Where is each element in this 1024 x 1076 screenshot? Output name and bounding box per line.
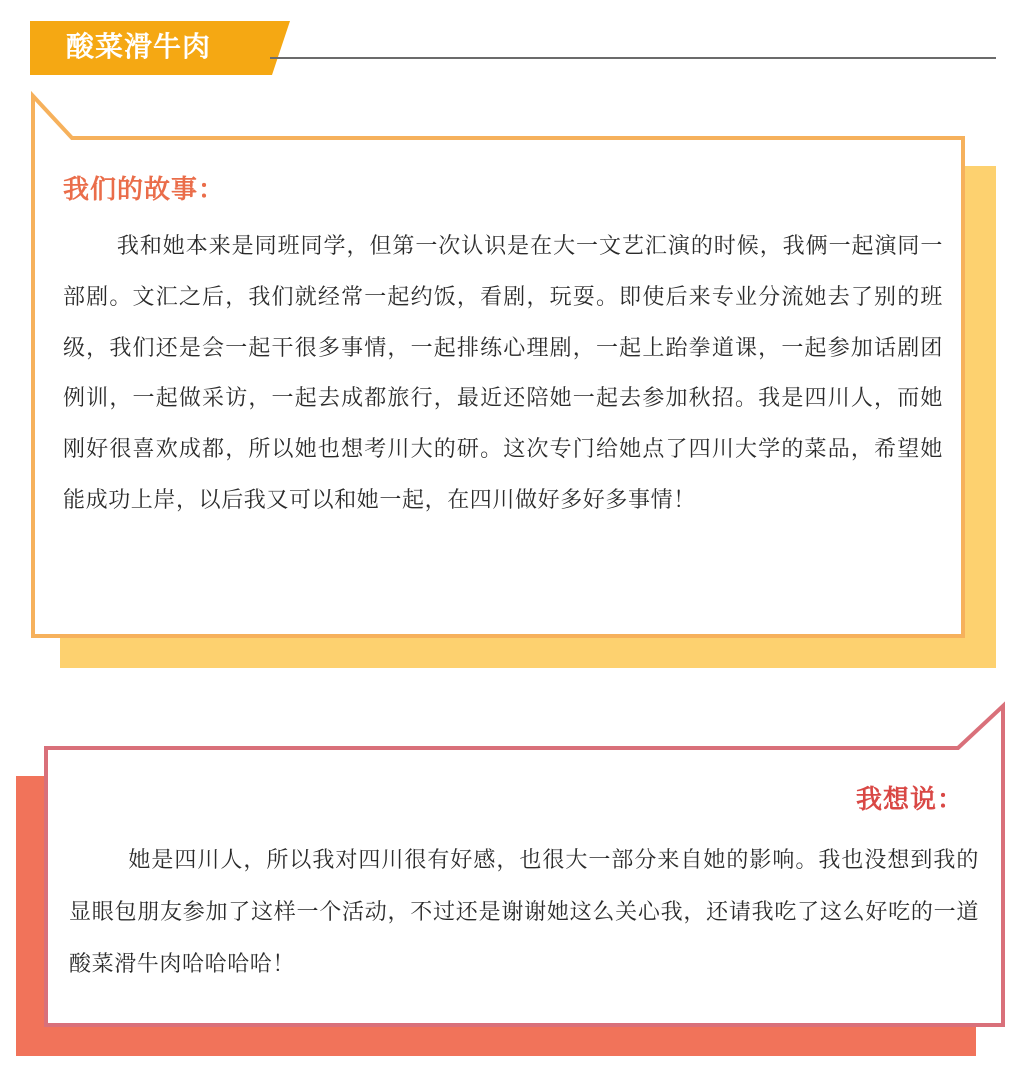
message-body: 她是四川人，所以我对四川很有好感，也很大一部分来自她的影响。我也没想到我的显眼包朋友参加了这样一个活动，不过还是谢谢她这么关心我，还请我吃了这么好吃的一道酸菜滑牛肉哈哈哈哈！: [69, 848, 979, 977]
story-body: 我和她本来是同班同学，但第一次认识是在大一文艺汇演的时候，我俩一起演同一部剧。文汇之后，我们就经常一起约饭，看剧，玩耍。即使后来专业分流她去了别的班级，我们还是会一起干很多事情，一起排练心理剧，一起上跆拳道课，一起参加话剧团例训，一起做采访，一起去成都旅行，最近还陪她一起去参加秋招。我是四川人，而她刚好很喜欢成都，所以她也想考川大的研。这次专门给她点了四川大学的菜品，希望她能成功上岸，以后我又可以和她一起，在四川做好多好多事情！: [63, 234, 943, 513]
story-heading: 我们的故事：: [63, 175, 226, 205]
section-title: 酸菜滑牛肉: [66, 30, 212, 63]
message-heading: 我想说：: [855, 785, 964, 815]
